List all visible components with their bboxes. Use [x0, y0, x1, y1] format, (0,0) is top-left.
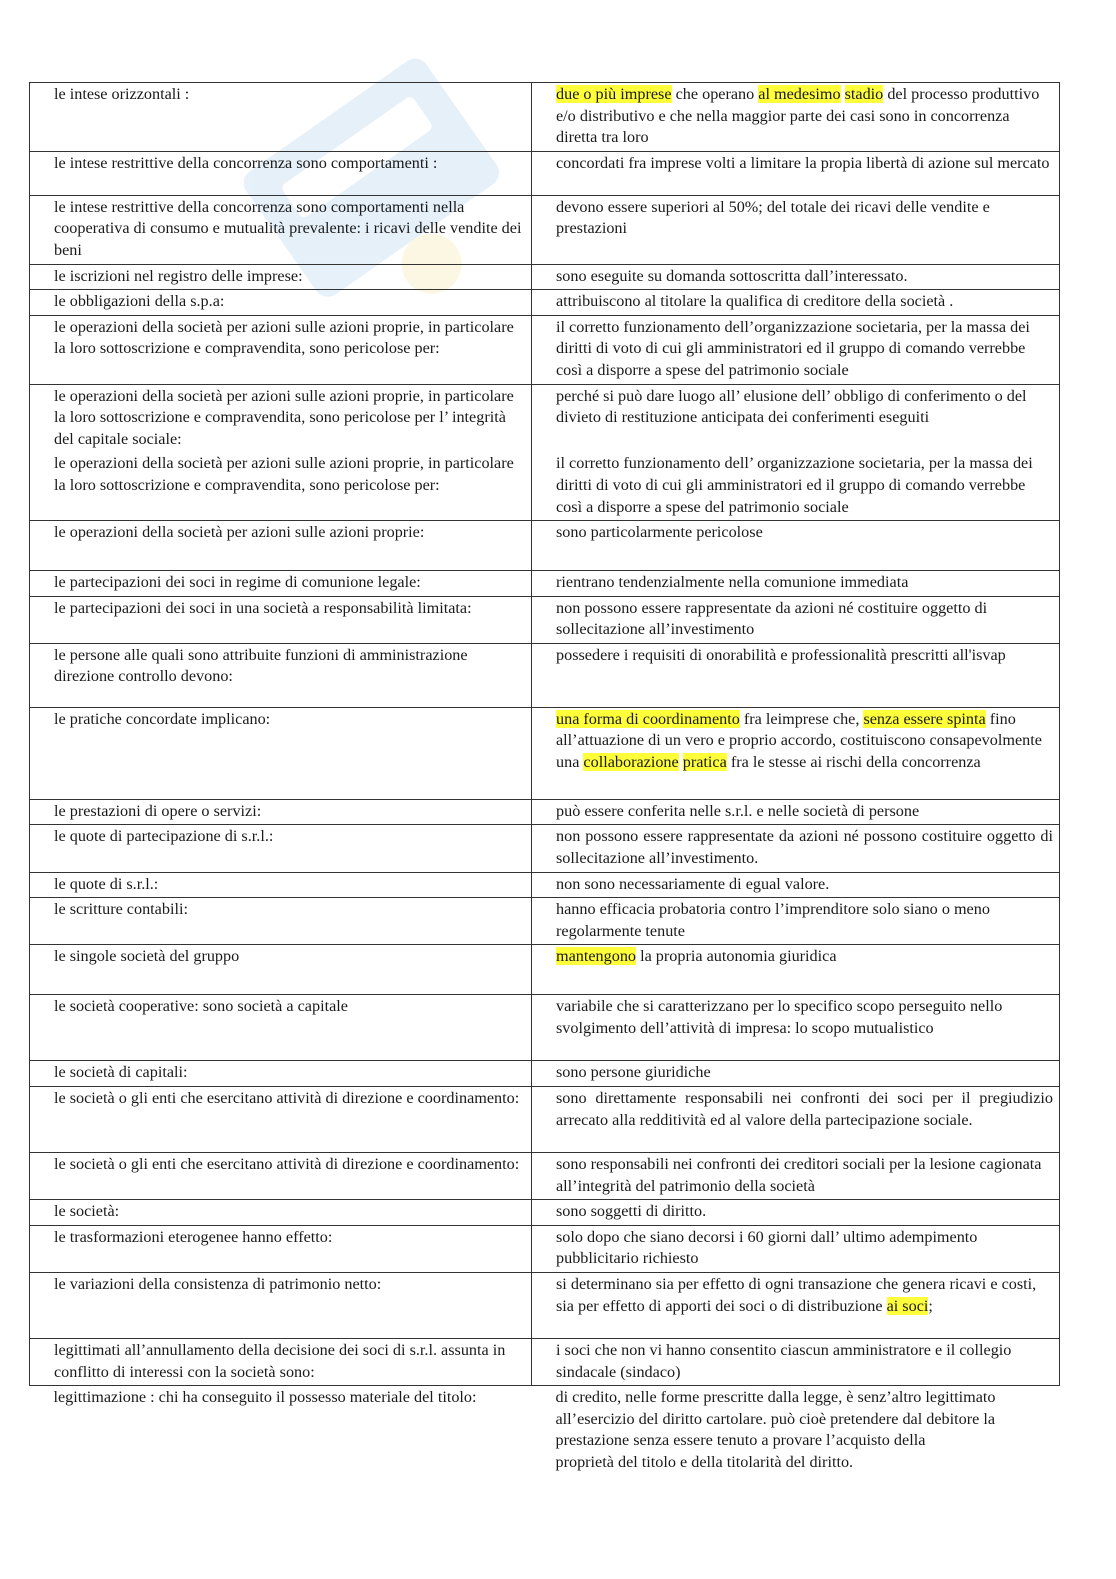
answer-text: la propria autonomia giuridica: [636, 947, 837, 966]
answer-cell: possedere i requisiti di onorabilità e professionalità prescritti all'isvap: [532, 643, 1060, 707]
table-row: [30, 151, 1060, 195]
answer-cell: non possono essere rappresentate da azioni né possono costituire oggetto di sollecitazione all’investimento.: [532, 825, 1060, 872]
table-row: [30, 995, 1060, 1061]
table-row: [30, 1386, 1060, 1496]
table-row: [30, 872, 1060, 898]
question-cell: legittimati all’annullamento della decisione dei soci di s.r.l. assunta in conflitto di interessi con la società sono:: [30, 1339, 532, 1386]
question-cell: le intese orizzontali :: [30, 83, 532, 152]
table-row: [30, 1200, 1060, 1226]
question-cell: le società o gli enti che esercitano attività di direzione e coordinamento:: [30, 1087, 532, 1153]
table-row: [30, 1153, 1060, 1200]
answer-cell: [532, 1273, 1060, 1339]
question-cell: le operazioni della società per azioni sulle azioni proprie, in particolare la loro sottoscrizione e compravendita, sono pericolose per:: [30, 452, 532, 520]
table-row: [30, 799, 1060, 825]
question-cell: le società:: [30, 1200, 532, 1226]
table-row: [30, 452, 1060, 520]
question-cell: le operazioni della società per azioni sulle azioni proprie:: [30, 521, 532, 571]
highlighted-text: stadio: [844, 85, 884, 103]
answer-cell: non possono essere rappresentate da azioni né costituire oggetto di sollecitazione all’investimento: [532, 596, 1060, 643]
question-cell: le partecipazioni dei soci in una società a responsabilità limitata:: [30, 596, 532, 643]
question-cell: le trasformazioni eterogenee hanno effetto:: [30, 1225, 532, 1272]
answer-cell: può essere conferita nelle s.r.l. e nelle società di persone: [532, 799, 1060, 825]
question-cell: le partecipazioni dei soci in regime di comunione legale:: [30, 571, 532, 597]
question-cell: le scritture contabili:: [30, 898, 532, 945]
question-cell: le intese restrittive della concorrenza sono comportamenti nella cooperativa di consumo e mutualità prevalente: i ricavi delle vendite dei beni: [30, 195, 532, 264]
answer-cell: sono soggetti di diritto.: [532, 1200, 1060, 1226]
answer-text: fra leimprese che,: [739, 709, 864, 728]
answer-cell: devono essere superiori al 50%; del totale dei ricavi delle vendite e prestazioni: [532, 195, 1060, 264]
qa-table: [29, 82, 1060, 1496]
highlighted-text: mantengono: [556, 947, 637, 966]
answer-cell: sono particolarmente pericolose: [532, 521, 1060, 571]
question-cell: le variazioni della consistenza di patrimonio netto:: [30, 1273, 532, 1339]
answer-text: fino all’attuazione di un vero e proprio accordo, costituiscono consapevolmente una: [556, 709, 1042, 772]
answer-cell: il corretto funzionamento dell’ organizzazione societaria, per la massa dei diritti di voto di cui gli amministratori ed il gruppo di comando verrebbe così a disporre a spese del patrimonio sociale: [532, 452, 1060, 520]
answer-cell: [532, 707, 1060, 799]
answer-text: che operano: [671, 85, 759, 103]
highlighted-text: pratica: [682, 753, 727, 772]
question-cell: le persone alle quali sono attribuite funzioni di amministrazione direzione controllo devono:: [30, 643, 532, 707]
answer-text: del processo produttivo e/o distributivo e che nella maggior parte dei casi sono in concorrenza diretta tra loro: [556, 85, 1040, 147]
table-row: [30, 521, 1060, 571]
question-cell: le società di capitali:: [30, 1061, 532, 1087]
table-row: [30, 264, 1060, 290]
answer-text: [841, 85, 845, 103]
answer-text: si determinano sia per effetto di ogni transazione che genera ricavi e costi, sia per effetto di apporti dei soci o di distribuzione: [556, 1275, 1037, 1315]
table-row: [30, 707, 1060, 799]
answer-cell: perché si può dare luogo all’ elusione dell’ obbligo di conferimento o del divieto di restituzione anticipata dei conferimenti eseguiti: [532, 384, 1060, 452]
answer-text: fra le stesse ai rischi della concorrenza: [726, 753, 981, 772]
answer-cell: [532, 83, 1060, 152]
answer-cell: sono direttamente responsabili nei confronti dei soci per il pregiudizio arrecato alla redditività ed al valore della partecipazione sociale.: [532, 1087, 1060, 1153]
answer-cell: variabile che si caratterizzano per lo specifico scopo perseguito nello svolgimento dell’attività di impresa: lo scopo mutualistico: [532, 995, 1060, 1061]
question-cell: le operazioni della società per azioni sulle azioni proprie, in particolare la loro sottoscrizione e compravendita, sono pericolose per l’ integrità del capitale sociale:: [30, 384, 532, 452]
answer-cell: concordati fra imprese volti a limitare la propia libertà di azione sul mercato: [532, 151, 1060, 195]
table-row: [30, 1225, 1060, 1272]
highlighted-text: al medesimo: [758, 85, 841, 103]
question-cell: le quote di s.r.l.:: [30, 872, 532, 898]
table-row: [30, 315, 1060, 384]
table-row: [30, 290, 1060, 316]
answer-cell: i soci che non vi hanno consentito ciascun amministratore e il collegio sindacale (sindaco): [532, 1339, 1060, 1386]
question-cell: le obbligazioni della s.p.a:: [30, 290, 532, 316]
answer-cell: attribuiscono al titolare la qualifica di creditore della società .: [532, 290, 1060, 316]
question-cell: legittimazione : chi ha conseguito il possesso materiale del titolo:: [53, 1388, 477, 1407]
answer-cell: il corretto funzionamento dell’organizzazione societaria, per la massa dei diritti di voto di cui gli amministratori ed il gruppo di comando verrebbe così a disporre a spese del patrimonio sociale: [532, 315, 1060, 384]
answer-cell: hanno efficacia probatoria contro l’imprenditore solo siano o meno regolarmente tenute: [532, 898, 1060, 945]
answer-text: ;: [928, 1296, 933, 1315]
table-row: [30, 596, 1060, 643]
question-cell: le operazioni della società per azioni sulle azioni proprie, in particolare la loro sottoscrizione e compravendita, sono pericolose per:: [30, 315, 532, 384]
table-row: [30, 384, 1060, 452]
table-row: [30, 825, 1060, 872]
answer-cell: sono persone giuridiche: [532, 1061, 1060, 1087]
table-row: [30, 83, 1060, 152]
highlighted-text: senza essere spinta: [863, 709, 986, 728]
table-row: [30, 1339, 1060, 1386]
question-cell: le società o gli enti che esercitano attività di direzione e coordinamento:: [30, 1153, 532, 1200]
highlighted-text: una forma di coordinamento: [556, 709, 740, 728]
table-row: [30, 1273, 1060, 1339]
question-cell: le prestazioni di opere o servizi:: [30, 799, 532, 825]
table-row: [30, 1061, 1060, 1087]
answer-cell: [532, 945, 1060, 995]
highlighted-text: collaborazione: [583, 753, 679, 772]
table-row: [30, 195, 1060, 264]
question-cell: le iscrizioni nel registro delle imprese:: [30, 264, 532, 290]
answer-cell: solo dopo che siano decorsi i 60 giorni dall’ ultimo adempimento pubblicitario richiesto: [532, 1225, 1060, 1272]
question-cell: le singole società del gruppo: [30, 945, 532, 995]
table-row: [30, 945, 1060, 995]
answer-cell: sono responsabili nei confronti dei creditori sociali per la lesione cagionata all’integrità del patrimonio della società: [532, 1153, 1060, 1200]
table-row: [30, 898, 1060, 945]
highlighted-text: ai soci: [886, 1296, 929, 1315]
answer-cell: sono eseguite su domanda sottoscritta dall’interessato.: [532, 264, 1060, 290]
question-cell: le intese restrittive della concorrenza sono comportamenti :: [30, 151, 532, 195]
table-row: [30, 1087, 1060, 1153]
question-cell: le società cooperative: sono società a capitale: [30, 995, 532, 1061]
question-cell: le pratiche concordate implicano:: [30, 707, 532, 799]
answer-cell: non sono necessariamente di egual valore.: [532, 872, 1060, 898]
answer-cell: rientrano tendenzialmente nella comunione immediata: [532, 571, 1060, 597]
table-row: [30, 643, 1060, 707]
question-cell: le quote di partecipazione di s.r.l.:: [30, 825, 532, 872]
highlighted-text: due o più imprese: [556, 85, 672, 103]
answer-cell: di credito, nelle forme prescritte dalla legge, è senz’altro legittimato all’esercizio del diritto cartolare. può cioè pretendere dal debitore la prestazione senza essere tenuto a provare l’acquisto della proprietà del titolo e della titolarità del diritto.: [555, 1388, 996, 1471]
table-row: [30, 571, 1060, 597]
